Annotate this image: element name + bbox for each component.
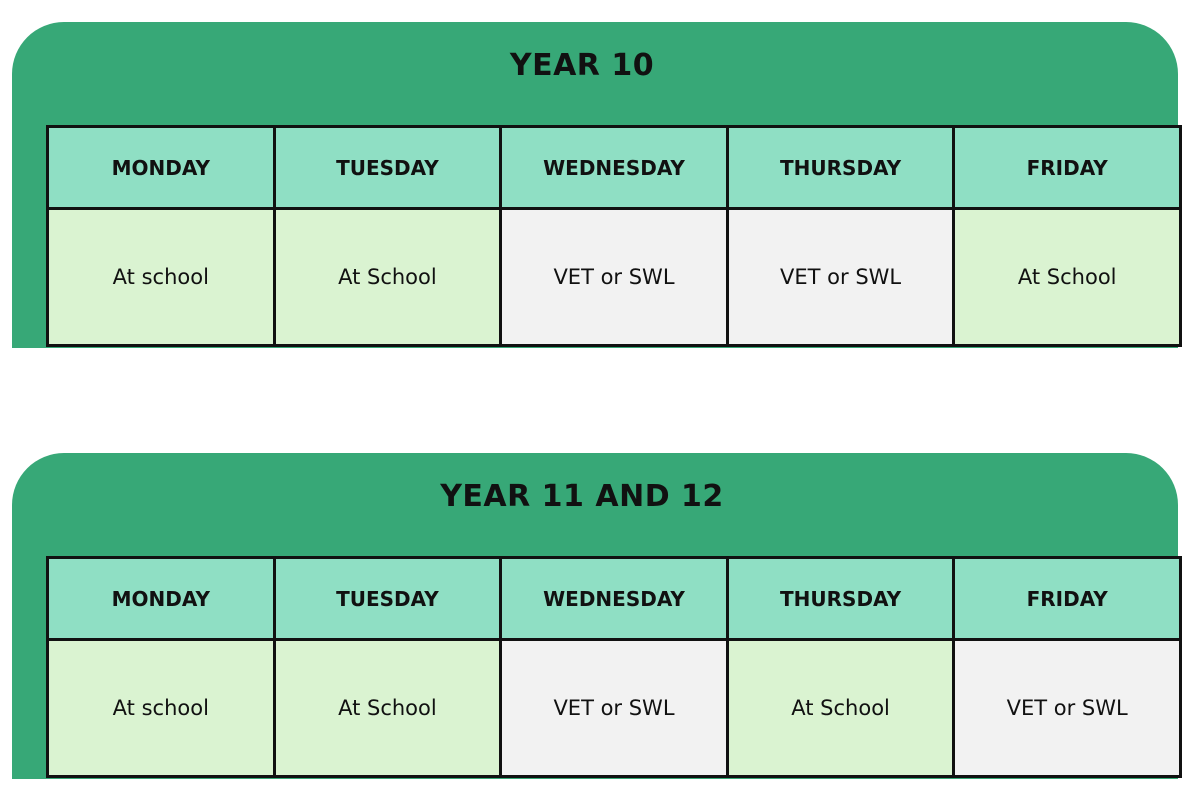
day-header-tuesday: TUESDAY bbox=[274, 127, 501, 209]
activity-thursday: At School bbox=[727, 640, 954, 777]
day-header-friday: FRIDAY bbox=[954, 127, 1181, 209]
activity-friday: VET or SWL bbox=[954, 640, 1181, 777]
activity-wednesday: VET or SWL bbox=[501, 640, 728, 777]
day-header-row bbox=[48, 558, 1181, 640]
activity-row bbox=[48, 640, 1181, 777]
year-11-12-table bbox=[46, 556, 1182, 778]
activity-tuesday: At School bbox=[274, 209, 501, 346]
day-header-wednesday: WEDNESDAY bbox=[501, 127, 728, 209]
day-header-thursday: THURSDAY bbox=[727, 558, 954, 640]
day-header-monday: MONDAY bbox=[48, 558, 275, 640]
activity-wednesday: VET or SWL bbox=[501, 209, 728, 346]
activity-monday: At school bbox=[48, 640, 275, 777]
activity-friday: At School bbox=[954, 209, 1181, 346]
activity-row bbox=[48, 209, 1181, 346]
day-header-monday: MONDAY bbox=[48, 127, 275, 209]
day-header-tuesday: TUESDAY bbox=[274, 558, 501, 640]
schedule-title: YEAR 11 AND 12 bbox=[440, 479, 724, 514]
day-header-wednesday: WEDNESDAY bbox=[501, 558, 728, 640]
day-header-row bbox=[48, 127, 1181, 209]
day-header-thursday: THURSDAY bbox=[727, 127, 954, 209]
schedule-title: YEAR 10 bbox=[509, 48, 655, 83]
activity-tuesday: At School bbox=[274, 640, 501, 777]
activity-thursday: VET or SWL bbox=[727, 209, 954, 346]
year-10-table bbox=[46, 125, 1182, 347]
activity-monday: At school bbox=[48, 209, 275, 346]
day-header-friday: FRIDAY bbox=[954, 558, 1181, 640]
